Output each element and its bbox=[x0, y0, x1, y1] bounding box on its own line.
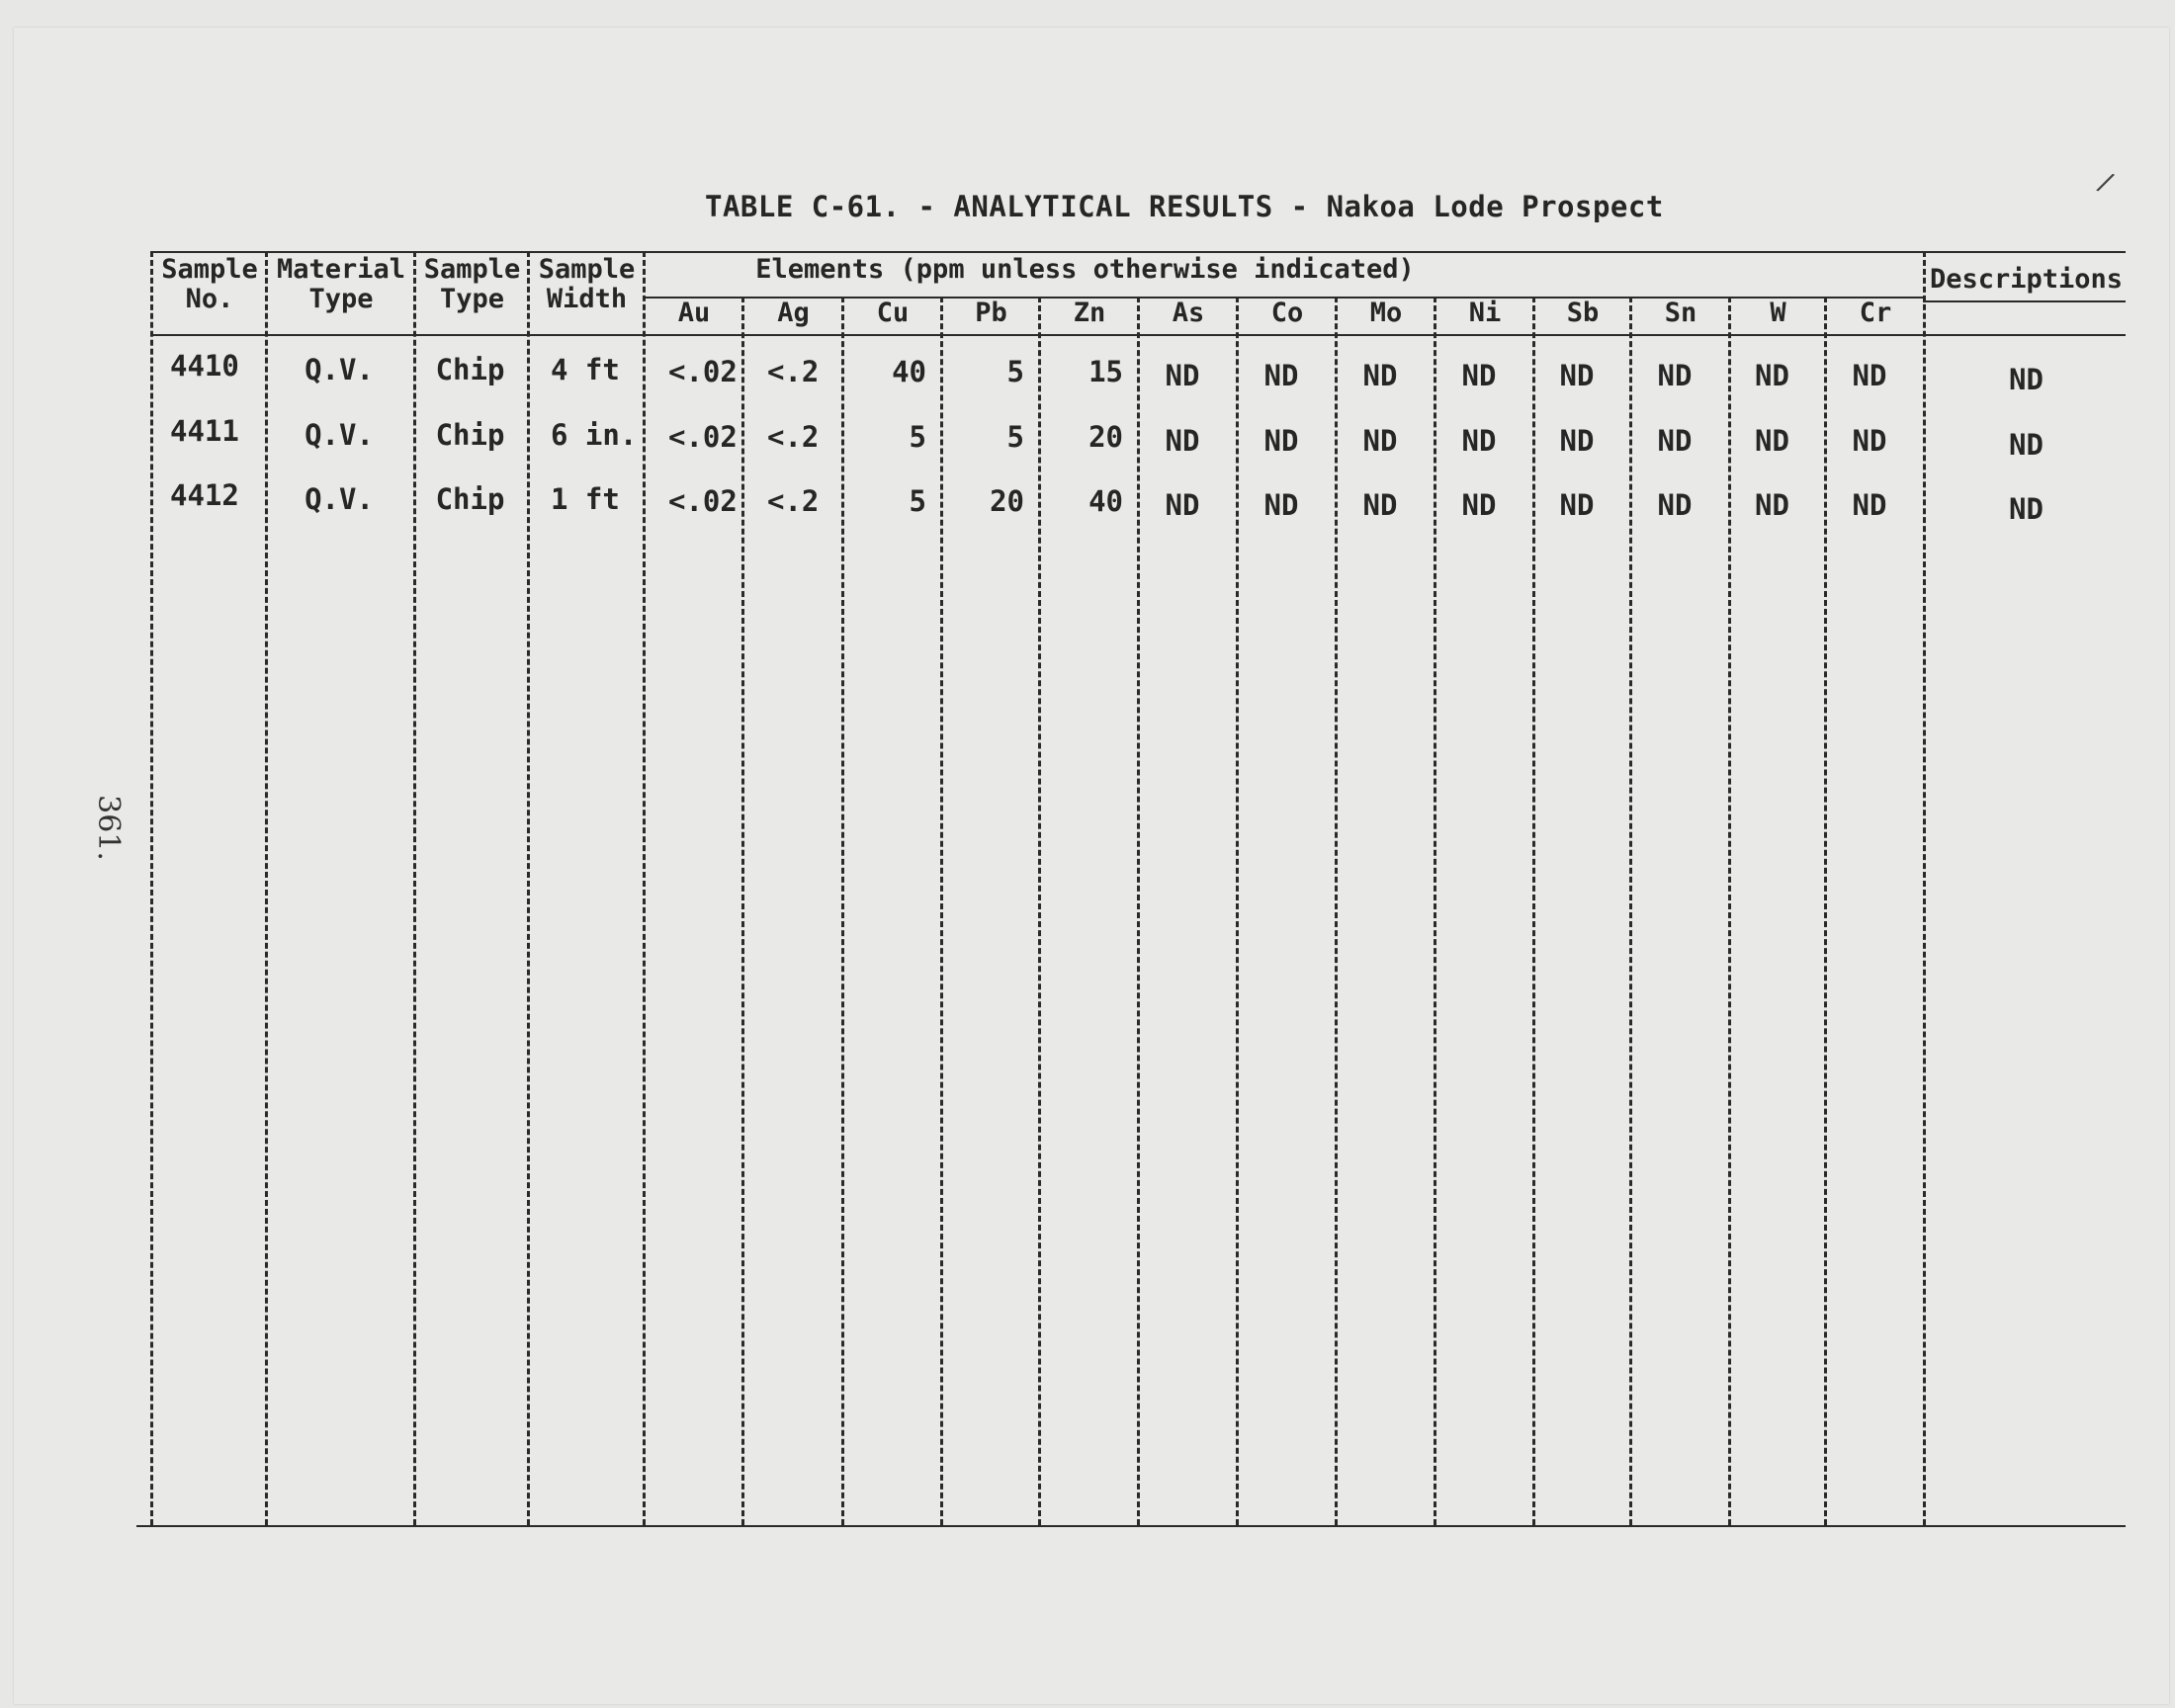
column-rule bbox=[1434, 297, 1436, 1525]
element-value-cell: ND bbox=[1263, 359, 1299, 392]
element-value-cell: ND bbox=[1657, 424, 1693, 458]
sample-width-cell: 4 ft bbox=[551, 353, 620, 386]
sample-type-cell: Chip bbox=[435, 353, 505, 386]
column-rule bbox=[1335, 297, 1338, 1525]
element-header-w: W bbox=[1770, 298, 1786, 328]
column-rule bbox=[940, 297, 943, 1525]
element-value-cell: ND bbox=[1461, 488, 1497, 522]
table-bottom-rule bbox=[136, 1525, 2126, 1527]
description-cell: ND bbox=[2009, 363, 2044, 396]
column-rule bbox=[1824, 297, 1827, 1525]
element-value-cell: ND bbox=[1755, 359, 1789, 392]
column-rule bbox=[643, 251, 646, 1525]
element-value-cell: 20 bbox=[1088, 420, 1123, 454]
element-value-cell: 5 bbox=[909, 420, 926, 454]
material-type-cell: Q.V. bbox=[304, 418, 374, 452]
element-header-ag: Ag bbox=[777, 298, 810, 328]
element-header-pb: Pb bbox=[975, 298, 1007, 328]
element-value-cell: ND bbox=[1362, 488, 1398, 522]
element-value-cell: ND bbox=[1165, 359, 1200, 392]
element-value-cell: ND bbox=[1755, 488, 1789, 522]
sample-width-header-line2: Width bbox=[546, 284, 628, 314]
element-value-cell: ND bbox=[1559, 359, 1595, 392]
column-rule bbox=[741, 297, 744, 1525]
sample-type-header-line2: Type bbox=[439, 284, 505, 314]
element-header-mo: Mo bbox=[1369, 298, 1403, 328]
column-rule bbox=[1629, 297, 1632, 1525]
description-cell: ND bbox=[2009, 428, 2044, 462]
element-value-cell: ND bbox=[1657, 359, 1693, 392]
element-value-cell: 20 bbox=[990, 484, 1024, 518]
element-value-cell: 40 bbox=[892, 355, 926, 388]
element-value-cell: <.2 bbox=[767, 484, 820, 518]
column-rule bbox=[1923, 251, 1926, 1525]
material-type-cell: Q.V. bbox=[304, 482, 374, 516]
element-header-ni: Ni bbox=[1468, 298, 1502, 328]
sample-no-cell: 4412 bbox=[170, 478, 239, 512]
sample-type-cell: Chip bbox=[435, 418, 505, 452]
element-value-cell: ND bbox=[1165, 488, 1200, 522]
element-header-cu: Cu bbox=[876, 298, 910, 328]
table-title: TABLE C-61. - ANALYTICAL RESULTS - Nakoa Lode Prospect bbox=[705, 190, 1664, 223]
descriptions-header-rule bbox=[1923, 300, 2126, 302]
column-rule bbox=[1728, 297, 1731, 1525]
description-cell: ND bbox=[2009, 492, 2044, 526]
element-header-au: Au bbox=[677, 298, 711, 328]
column-rule bbox=[150, 251, 153, 1525]
element-header-cr: Cr bbox=[1859, 298, 1892, 328]
element-value-cell: <.02 bbox=[668, 484, 738, 518]
sample-no-cell: 4410 bbox=[170, 349, 239, 383]
element-value-cell: <.02 bbox=[668, 420, 738, 454]
element-header-sb: Sb bbox=[1566, 298, 1600, 328]
material-type-header-line2: Type bbox=[308, 284, 374, 314]
descriptions-header: Descriptions bbox=[1929, 264, 2124, 295]
sample-width-cell: 1 ft bbox=[551, 482, 620, 516]
element-value-cell: ND bbox=[1559, 488, 1595, 522]
material-type-cell: Q.V. bbox=[304, 353, 374, 386]
element-value-cell: ND bbox=[1657, 488, 1693, 522]
element-value-cell: 15 bbox=[1088, 355, 1123, 388]
element-value-cell: ND bbox=[1362, 359, 1398, 392]
element-value-cell: ND bbox=[1263, 424, 1299, 458]
element-value-cell: 5 bbox=[1006, 355, 1024, 388]
element-value-cell: ND bbox=[1755, 424, 1789, 458]
elements-group-header: Elements (ppm unless otherwise indicated) bbox=[755, 254, 1415, 285]
column-rule bbox=[1236, 297, 1239, 1525]
page-number: 361. bbox=[90, 795, 126, 861]
element-header-zn: Zn bbox=[1073, 298, 1106, 328]
element-value-cell: <.2 bbox=[767, 420, 820, 454]
sample-width-cell: 6 in. bbox=[551, 418, 638, 452]
element-value-cell: <.02 bbox=[668, 355, 738, 388]
column-rule bbox=[1137, 297, 1140, 1525]
element-value-cell: ND bbox=[1559, 424, 1595, 458]
material-type-header-line1: Material bbox=[276, 254, 406, 285]
sample-no-header-line1: Sample bbox=[161, 254, 258, 285]
scan-mark: / bbox=[2093, 166, 2119, 200]
sample-type-header-line1: Sample bbox=[423, 254, 521, 285]
element-value-cell: ND bbox=[1165, 424, 1200, 458]
column-rule bbox=[1038, 297, 1041, 1525]
element-value-cell: ND bbox=[1852, 488, 1887, 522]
element-value-cell: <.2 bbox=[767, 355, 820, 388]
element-value-cell: ND bbox=[1852, 424, 1887, 458]
sample-no-header-line2: No. bbox=[185, 284, 234, 314]
element-header-sn: Sn bbox=[1664, 298, 1697, 328]
column-rule bbox=[841, 297, 844, 1525]
element-value-cell: ND bbox=[1461, 424, 1497, 458]
element-header-co: Co bbox=[1270, 298, 1304, 328]
element-value-cell: ND bbox=[1263, 488, 1299, 522]
element-value-cell: 5 bbox=[1006, 420, 1024, 454]
element-value-cell: ND bbox=[1362, 424, 1398, 458]
element-value-cell: 40 bbox=[1088, 484, 1123, 518]
table-top-rule bbox=[150, 251, 2126, 253]
column-rule bbox=[527, 251, 530, 1525]
column-rule bbox=[1532, 297, 1535, 1525]
sample-width-header-line1: Sample bbox=[538, 254, 636, 285]
element-value-cell: ND bbox=[1852, 359, 1887, 392]
element-value-cell: 5 bbox=[909, 484, 926, 518]
element-header-as: As bbox=[1172, 298, 1205, 328]
sample-no-cell: 4411 bbox=[170, 414, 239, 448]
sample-type-cell: Chip bbox=[435, 482, 505, 516]
element-value-cell: ND bbox=[1461, 359, 1497, 392]
